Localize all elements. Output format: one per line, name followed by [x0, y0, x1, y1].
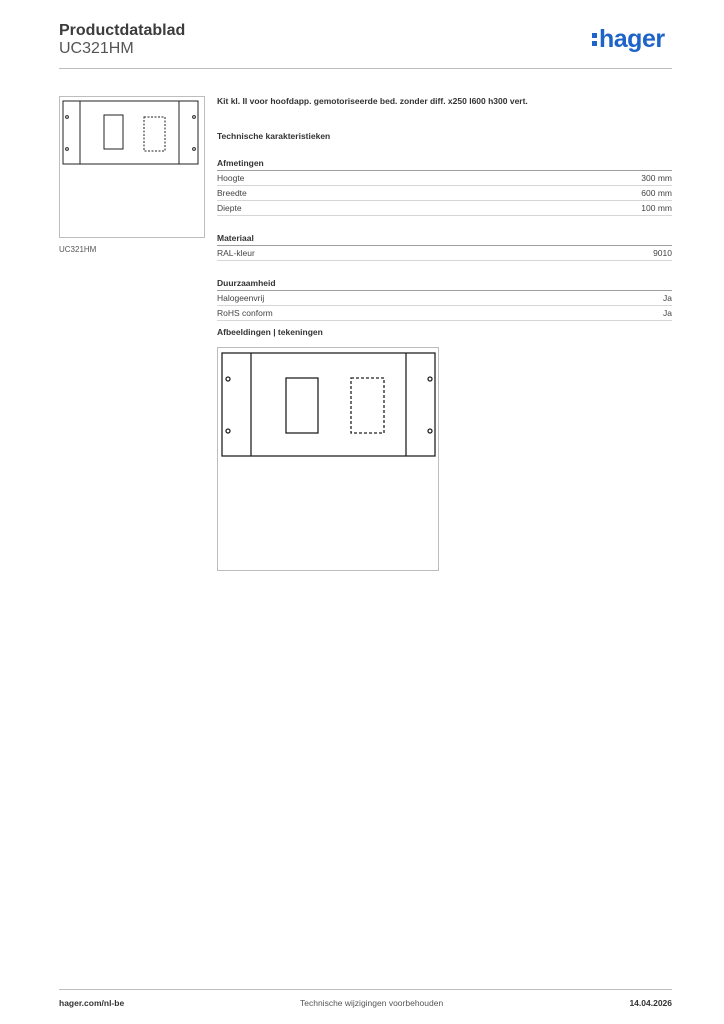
spec-value: 600 mm: [641, 188, 672, 198]
footer-notice: Technische wijzigingen voorbehouden: [300, 998, 444, 1008]
section-material: [217, 233, 672, 261]
spec-value: Ja: [663, 308, 672, 318]
product-code: UC321HM: [59, 40, 134, 57]
spec-label: RoHS conform: [217, 308, 273, 318]
spec-label: Diepte: [217, 203, 242, 213]
spec-value: 100 mm: [641, 203, 672, 213]
spec-row: [217, 186, 672, 201]
footer-website-link[interactable]: hager.com/nl-be: [59, 998, 125, 1008]
spec-column: [217, 96, 672, 321]
tech-characteristics-heading: Technische karakteristieken: [217, 131, 331, 141]
section-dimensions: [217, 158, 672, 216]
section-title: Afmetingen: [217, 158, 672, 171]
product-image-caption: UC321HM: [59, 245, 97, 254]
spec-label: Hoogte: [217, 173, 245, 183]
spec-row: [217, 246, 672, 261]
header-divider: [59, 68, 672, 69]
spec-row: [217, 171, 672, 186]
spec-row: [217, 201, 672, 216]
footer-divider: [59, 989, 672, 990]
product-description: Kit kl. II voor hoofdapp. gemotoriseerde bed. zonder diff. x250 l600 h300 vert.: [217, 96, 528, 106]
technical-drawing: [217, 347, 439, 571]
logo-dots-icon: [592, 27, 597, 46]
logo-text: hager: [599, 25, 665, 53]
spec-value: Ja: [663, 293, 672, 303]
spec-row: [217, 291, 672, 306]
spec-label: RAL-kleur: [217, 248, 255, 258]
hager-logo[interactable]: [592, 27, 665, 52]
technical-drawing-image: [218, 348, 440, 572]
section-title: Materiaal: [217, 233, 672, 246]
section-title: Duurzaamheid: [217, 278, 672, 291]
product-drawing-thumbnail: [60, 97, 206, 239]
drawings-heading: Afbeeldingen | tekeningen: [217, 327, 323, 337]
spec-value: 300 mm: [641, 173, 672, 183]
document-title: Productdatablad: [59, 22, 186, 39]
section-durability: [217, 278, 672, 321]
footer-date: 14.04.2026: [629, 998, 672, 1008]
spec-label: Halogeenvrij: [217, 293, 265, 303]
spec-value: 9010: [653, 248, 672, 258]
spec-row: [217, 306, 672, 321]
spec-label: Breedte: [217, 188, 247, 198]
product-image: [59, 96, 205, 238]
